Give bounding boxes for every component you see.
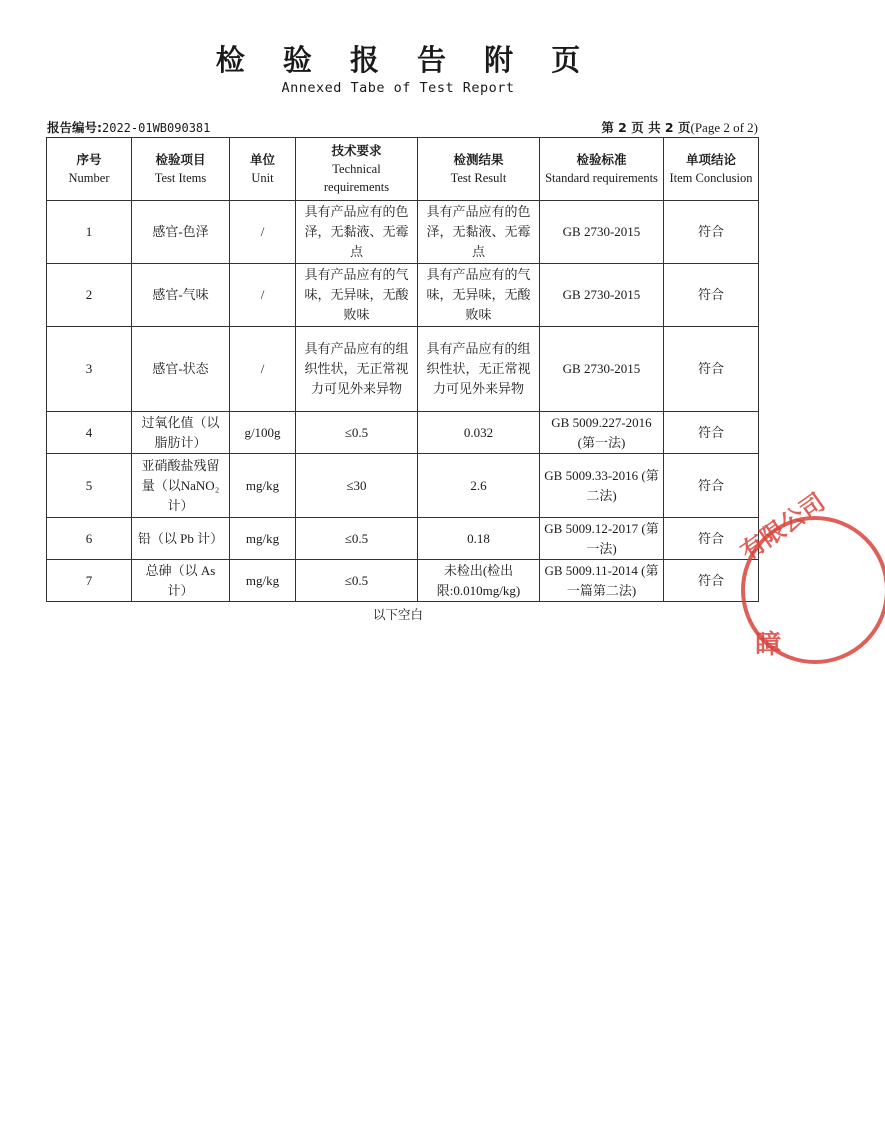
cell-unit: g/100g <box>230 412 296 454</box>
seal-char-2: 瞕 <box>755 630 782 660</box>
cell-unit: mg/kg <box>230 454 296 518</box>
cell-standard: GB 5009.33-2016 (第二法) <box>540 454 664 518</box>
cell-test-item: 铅（以 Pb 计） <box>132 518 230 560</box>
table-row <box>47 560 759 602</box>
cell-conclusion: 符合 <box>664 412 759 454</box>
cell-standard: GB 5009.12-2017 (第一法) <box>540 518 664 560</box>
cell-standard: GB 5009.227-2016 (第一法) <box>540 412 664 454</box>
report-number-label: 报告编号: <box>47 120 102 135</box>
col-header-conclusion: 单项结论 Item Conclusion <box>664 138 759 201</box>
cell-requirement: 具有产品应有的色泽，无黏液、无霉点 <box>296 201 418 264</box>
cell-result: 0.032 <box>418 412 540 454</box>
cell-conclusion: 符合 <box>664 518 759 560</box>
cell-requirement: 具有产品应有的组织性状，无正常视力可见外来异物 <box>296 327 418 412</box>
cell-standard: GB 2730-2015 <box>540 264 664 327</box>
blank-below-note: 以下空白 <box>372 607 423 622</box>
report-number-value: 2022-01WB090381 <box>102 121 211 135</box>
cell-result: 未检出(检出限:0.010mg/kg) <box>418 560 540 602</box>
report-title: 检 验 报 告 附 页 <box>215 43 595 77</box>
cell-requirement: ≤30 <box>296 454 418 518</box>
cell-number: 4 <box>47 412 132 454</box>
cell-requirement: ≤0.5 <box>296 518 418 560</box>
table-row <box>47 201 759 264</box>
table-row <box>47 518 759 560</box>
cell-test-item: 亚硝酸盐残留量（以NaNO₂计） <box>132 454 230 518</box>
page-indicator-cn: 第 2 页 共 2 页 <box>601 120 691 135</box>
cell-conclusion: 符合 <box>664 264 759 327</box>
cell-conclusion: 符合 <box>664 201 759 264</box>
cell-number: 5 <box>47 454 132 518</box>
cell-number: 1 <box>47 201 132 264</box>
cell-test-item: 总砷（以 As 计） <box>132 560 230 602</box>
col-header-unit: 单位 Unit <box>230 138 296 201</box>
cell-unit: / <box>230 264 296 327</box>
report-number <box>47 118 210 136</box>
table-row <box>47 264 759 327</box>
cell-conclusion: 符合 <box>664 327 759 412</box>
page-indicator-en: (Page 2 of 2) <box>690 120 758 135</box>
cell-conclusion: 符合 <box>664 560 759 602</box>
table-row <box>47 454 759 518</box>
col-header-requirements: 技术要求 Technical requirements <box>296 138 418 201</box>
cell-number: 3 <box>47 327 132 412</box>
col-header-number: 序号 Number <box>47 138 132 201</box>
col-header-result: 检测结果 Test Result <box>418 138 540 201</box>
cell-result: 0.18 <box>418 518 540 560</box>
cell-standard: GB 2730-2015 <box>540 201 664 264</box>
cell-standard: GB 2730-2015 <box>540 327 664 412</box>
cell-test-item: 过氧化值（以脂肪计） <box>132 412 230 454</box>
col-header-standard: 检验标准 Standard requirements <box>540 138 664 201</box>
cell-result: 具有产品应有的色泽，无黏液、无霉点 <box>418 201 540 264</box>
cell-number: 7 <box>47 560 132 602</box>
cell-requirement: ≤0.5 <box>296 412 418 454</box>
cell-unit: / <box>230 201 296 264</box>
cell-test-item: 感官-气味 <box>132 264 230 327</box>
cell-requirement: 具有产品应有的气味，无异味，无酸败味 <box>296 264 418 327</box>
cell-result: 具有产品应有的组织性状，无正常视力可见外来异物 <box>418 327 540 412</box>
cell-test-item: 感官-色泽 <box>132 201 230 264</box>
cell-number: 6 <box>47 518 132 560</box>
cell-unit: mg/kg <box>230 518 296 560</box>
col-header-test-items: 检验项目 Test Items <box>132 138 230 201</box>
cell-result: 2.6 <box>418 454 540 518</box>
cell-unit: / <box>230 327 296 412</box>
cell-standard: GB 5009.11-2014 (第一篇第二法) <box>540 560 664 602</box>
seal-char: 有限公司 <box>735 487 831 566</box>
test-results-table <box>46 137 759 602</box>
cell-requirement: ≤0.5 <box>296 560 418 602</box>
cell-conclusion: 符合 <box>664 454 759 518</box>
page-indicator <box>601 118 758 136</box>
cell-unit: mg/kg <box>230 560 296 602</box>
cell-result: 具有产品应有的气味，无异味，无酸败味 <box>418 264 540 327</box>
report-subtitle: Annexed Tabe of Test Report <box>281 80 515 96</box>
cell-number: 2 <box>47 264 132 327</box>
table-row <box>47 327 759 412</box>
cell-test-item: 感官-状态 <box>132 327 230 412</box>
table-header-row <box>47 138 759 201</box>
table-row <box>47 412 759 454</box>
